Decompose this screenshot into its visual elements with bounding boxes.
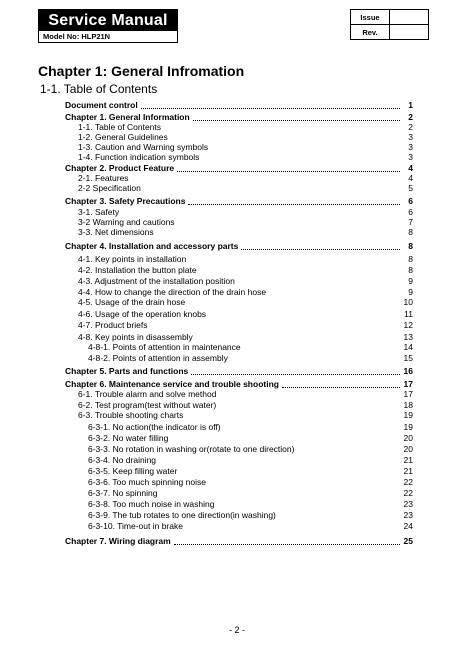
toc-entry-label: 4-2. Installation the button plate — [78, 265, 197, 275]
toc-entry-page: 19 — [403, 422, 413, 432]
toc-leader-dots — [174, 538, 400, 545]
toc-entry-page: 2 — [408, 112, 413, 122]
toc-entry-label: Chapter 7. Wiring diagram — [65, 536, 171, 546]
toc-entry-label: Chapter 4. Installation and accessory parts — [65, 241, 239, 251]
toc-entry-label: 1-3. Caution and Warning symbols — [78, 142, 209, 152]
toc-entry — [78, 287, 413, 297]
toc-entry-label: 3-3. Net dimensions — [78, 227, 154, 237]
toc-entry — [78, 227, 413, 237]
toc-entry-page: 3 — [408, 142, 413, 152]
toc-entry-label: Document control — [65, 100, 138, 110]
toc-entry — [88, 444, 413, 454]
toc-entry-label: 6-3-3. No rotation in washing or(rotate to one direction) — [88, 444, 295, 454]
toc-entry-label: 4-8-1. Points of attention in maintenance — [88, 342, 241, 352]
page-number: - 2 - — [228, 625, 245, 635]
toc-entry — [88, 510, 413, 520]
toc-entry-label: 2-1. Features — [78, 173, 129, 183]
toc-entry-label: 6-3-6. Too much spinning noise — [88, 477, 206, 487]
toc-entry — [88, 477, 413, 487]
toc-leader-dots — [188, 198, 400, 205]
toc-entry-page: 19 — [403, 410, 413, 420]
toc-entry-page: 5 — [408, 183, 413, 193]
toc-entry-page: 4 — [408, 173, 413, 183]
toc-entry — [88, 353, 413, 363]
toc-entry-label: 6-2. Test program(test without water) — [78, 400, 217, 410]
toc-entry — [78, 309, 413, 319]
toc-entry-label: 4-8-2. Points of attention in assembly — [88, 353, 228, 363]
toc-leader-dots — [177, 165, 400, 172]
manual-title: Service Manual — [39, 10, 177, 31]
toc-entry — [65, 163, 413, 173]
toc-entry-label: 6-3-8. Too much noise in washing — [88, 499, 215, 509]
toc-entry-label: 4-5. Usage of the drain hose — [78, 297, 186, 307]
toc-entry-page: 14 — [403, 342, 413, 352]
toc-entry — [78, 142, 413, 152]
toc-entry-page: 8 — [408, 227, 413, 237]
toc-entry-label: Chapter 3. Safety Precautions — [65, 196, 186, 206]
toc-entry — [88, 521, 413, 531]
toc-entry — [78, 173, 413, 183]
toc-entry — [78, 152, 413, 162]
toc-entry-label: 6-1. Trouble alarm and solve method — [78, 389, 217, 399]
toc-entry-page: 8 — [408, 265, 413, 275]
toc-entry-label: Chapter 5. Parts and functions — [65, 366, 189, 376]
toc-entry-label: 6-3. Trouble shooting charts — [78, 410, 184, 420]
toc-entry-page: 20 — [403, 444, 413, 454]
toc-entry-page: 6 — [408, 196, 413, 206]
toc-entry-page: 8 — [408, 241, 413, 251]
toc-entry — [78, 122, 413, 132]
toc-entry — [78, 254, 413, 264]
toc-leader-dots — [141, 102, 400, 109]
toc-entry — [78, 132, 413, 142]
toc-entry-label: 1-1. Table of Contents — [78, 122, 162, 132]
rev-label: Rev. — [351, 25, 390, 40]
toc-entry-label: 6-3-7. No spinning — [88, 488, 158, 498]
toc-entry — [78, 265, 413, 275]
toc-entry-label: 3-2 Warning and cautions — [78, 217, 175, 227]
toc-entry-page: 9 — [408, 287, 413, 297]
toc-entry-label: 6-3-10. Time-out in brake — [88, 521, 183, 531]
toc-entry — [88, 499, 413, 509]
toc-leader-dots — [241, 243, 400, 250]
toc-entry-page: 17 — [403, 389, 413, 399]
toc-entry-label: 3-1. Safety — [78, 207, 120, 217]
toc-entry-page: 23 — [403, 510, 413, 520]
toc-entry — [78, 389, 413, 399]
toc-entry-page: 21 — [403, 466, 413, 476]
toc-entry-label: 6-3-5. Keep filling water — [88, 466, 178, 476]
toc-entry-page: 2 — [408, 122, 413, 132]
toc-entry-label: 6-3-2. No water filling — [88, 433, 169, 443]
toc-entry — [78, 332, 413, 342]
toc-entry-page: 3 — [408, 132, 413, 142]
toc-entry-page: 13 — [403, 332, 413, 342]
toc-entry-label: 2-2 Specification — [78, 183, 141, 193]
toc-entry — [78, 183, 413, 193]
toc-entry-page: 4 — [408, 163, 413, 173]
toc-entry-label: 1-4. Function indication symbols — [78, 152, 200, 162]
toc-entry — [65, 112, 413, 122]
toc-entry — [65, 241, 413, 251]
toc-entry-label: 4-8. Key points in disassembly — [78, 332, 193, 342]
issue-label: Issue — [351, 10, 390, 25]
toc-entry — [78, 410, 413, 420]
toc-entry-page: 6 — [408, 207, 413, 217]
toc-entry — [88, 342, 413, 352]
toc-entry-page: 1 — [408, 100, 413, 110]
toc-entry-label: Chapter 1. General Information — [65, 112, 190, 122]
toc-entry — [88, 466, 413, 476]
toc-leader-dots — [282, 381, 400, 388]
toc-entry — [78, 217, 413, 227]
chapter-title: Chapter 1: General Infromation — [38, 63, 245, 79]
toc-entry-page: 22 — [403, 477, 413, 487]
toc-entry — [65, 100, 413, 110]
toc-entry-label: 6-3-1. No action(the indicator is off) — [88, 422, 221, 432]
toc-entry — [78, 276, 413, 286]
toc-entry — [78, 320, 413, 330]
toc-entry — [65, 379, 413, 389]
toc-leader-dots — [193, 114, 400, 121]
toc-entry-label: 6-3-4. No draining — [88, 455, 157, 465]
toc-entry-page: 9 — [408, 276, 413, 286]
section-title: 1-1. Table of Contents — [40, 82, 158, 96]
toc-entry-page: 22 — [403, 488, 413, 498]
toc-entry — [78, 297, 413, 307]
toc-entry-page: 24 — [403, 521, 413, 531]
toc-entry — [78, 400, 413, 410]
toc-entry — [88, 488, 413, 498]
toc-entry-page: 23 — [403, 499, 413, 509]
toc-entry-label: 4-7. Product briefs — [78, 320, 148, 330]
toc-entry-label: 4-1. Key points in installation — [78, 254, 187, 264]
toc-entry — [65, 196, 413, 206]
toc-entry-page: 12 — [403, 320, 413, 330]
toc-entry — [65, 366, 413, 376]
toc-entry-page: 10 — [403, 297, 413, 307]
toc-entry-page: 25 — [403, 536, 413, 546]
toc-entry-label: 4-4. How to change the direction of the drain hose — [78, 287, 267, 297]
toc-entry-page: 20 — [403, 433, 413, 443]
toc-entry-page: 7 — [408, 217, 413, 227]
toc-entry-page: 15 — [403, 353, 413, 363]
toc-entry — [88, 455, 413, 465]
toc-entry-label: 4-3. Adjustment of the installation position — [78, 276, 235, 286]
toc-entry-page: 3 — [408, 152, 413, 162]
toc-entry-label: 1-2. General Guidelines — [78, 132, 168, 142]
toc-entry-label: 4-6. Usage of the operation knobs — [78, 309, 207, 319]
toc-entry — [88, 422, 413, 432]
toc-entry — [78, 207, 413, 217]
toc-leader-dots — [191, 368, 400, 375]
toc-entry-page: 8 — [408, 254, 413, 264]
toc-entry — [88, 433, 413, 443]
model-number: Model No: HLP21N — [43, 32, 111, 41]
toc-entry-page: 21 — [403, 455, 413, 465]
toc-entry-page: 11 — [404, 309, 413, 319]
toc-entry — [65, 536, 413, 546]
toc-entry-page: 17 — [403, 379, 413, 389]
toc-entry-label: 6-3-9. The tub rotates to one direction(in washing) — [88, 510, 276, 520]
toc-entry-page: 18 — [403, 400, 413, 410]
toc-entry-label: Chapter 2. Product Feature — [65, 163, 175, 173]
toc-entry-label: Chapter 6. Maintenance service and trouble shooting — [65, 379, 279, 389]
toc-entry-page: 16 — [403, 366, 413, 376]
